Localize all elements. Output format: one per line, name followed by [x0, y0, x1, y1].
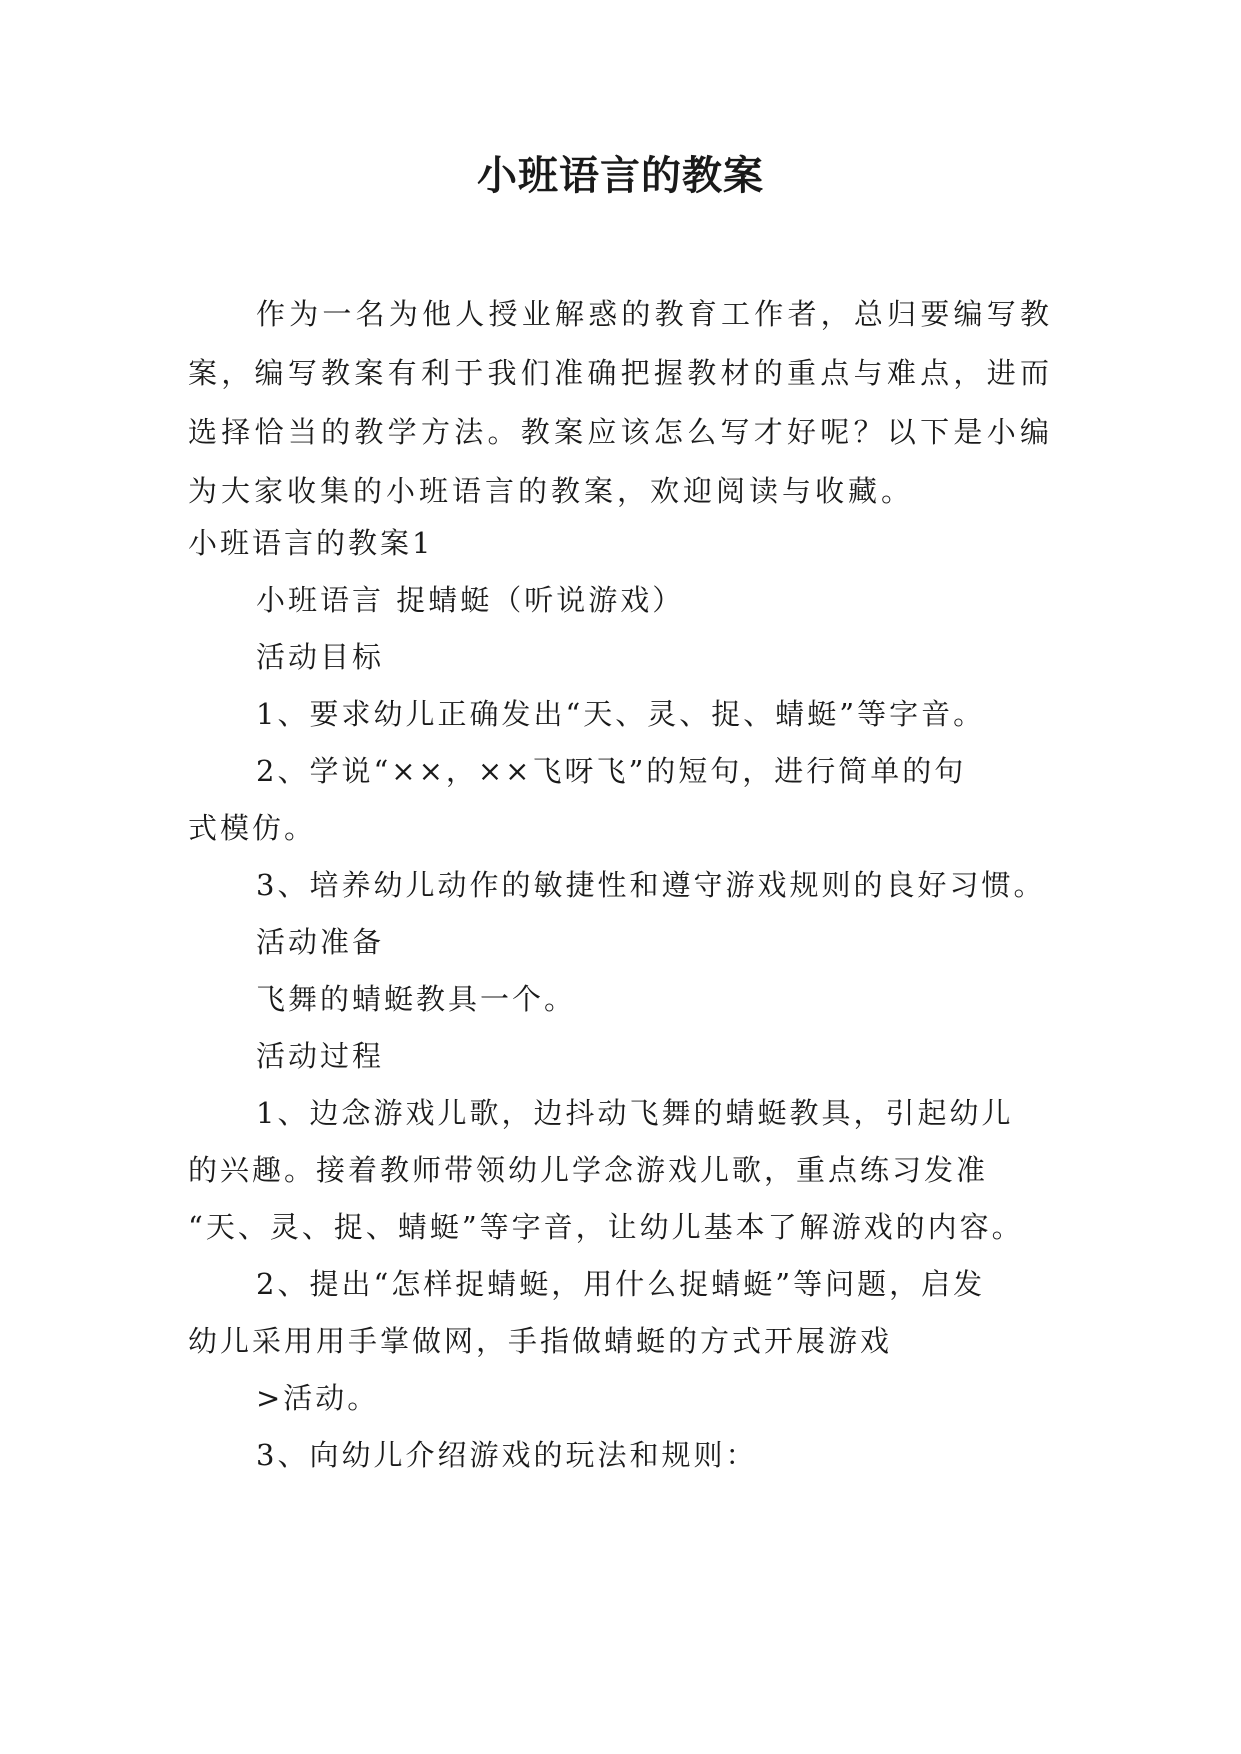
- goal-item-2-line-2: 式模仿。: [188, 811, 317, 845]
- lesson-subtitle: 小班语言 捉蜻蜓（听说游戏）: [256, 583, 685, 617]
- prep-heading: 活动准备: [256, 925, 385, 959]
- section-heading: 小班语言的教案1: [188, 526, 434, 560]
- process-item-1-line-2: 的兴趣。接着教师带领幼儿学念游戏儿歌，重点练习发准: [188, 1153, 989, 1187]
- prep-text: 飞舞的蜻蜓教具一个。: [256, 982, 577, 1016]
- process-item-3: 3、向幼儿介绍游戏的玩法和规则：: [256, 1438, 758, 1472]
- process-item-1-line-1: 1、边念游戏儿歌，边抖动飞舞的蜻蜓教具，引起幼儿: [256, 1096, 1014, 1130]
- process-heading: 活动过程: [256, 1039, 385, 1073]
- process-item-1-line-3: “天、灵、捉、蜻蜓”等字音，让幼儿基本了解游戏的内容。: [188, 1210, 1024, 1244]
- process-item-2-line-3: >活动。: [256, 1381, 380, 1415]
- goal-item-2-line-1: 2、学说“××，××飞呀飞”的短句，进行简单的句: [256, 754, 967, 788]
- intro-paragraph: 作为一名为他人授业解惑的教育工作者，总归要编写教案，编写教案有利于我们准确把握教材的重点与难点，进而选择恰当的教学方法。教案应该怎么写才好呢？以下是小编为大家收集的小班语言的教案，欢迎阅读与收藏。: [188, 297, 1053, 508]
- goal-item-1: 1、要求幼儿正确发出“天、灵、捉、蜻蜓”等字音。: [256, 697, 986, 731]
- goal-heading: 活动目标: [256, 640, 385, 674]
- goal-item-3: 3、培养幼儿动作的敏捷性和遵守游戏规则的良好习惯。: [256, 868, 1046, 902]
- process-item-2-line-1: 2、提出“怎样捉蜻蜓，用什么捉蜻蜓”等问题，启发: [256, 1267, 986, 1301]
- process-item-2-line-2: 幼儿采用用手掌做网，手指做蜻蜓的方式开展游戏: [188, 1324, 893, 1358]
- document-title: 小班语言的教案: [477, 152, 764, 199]
